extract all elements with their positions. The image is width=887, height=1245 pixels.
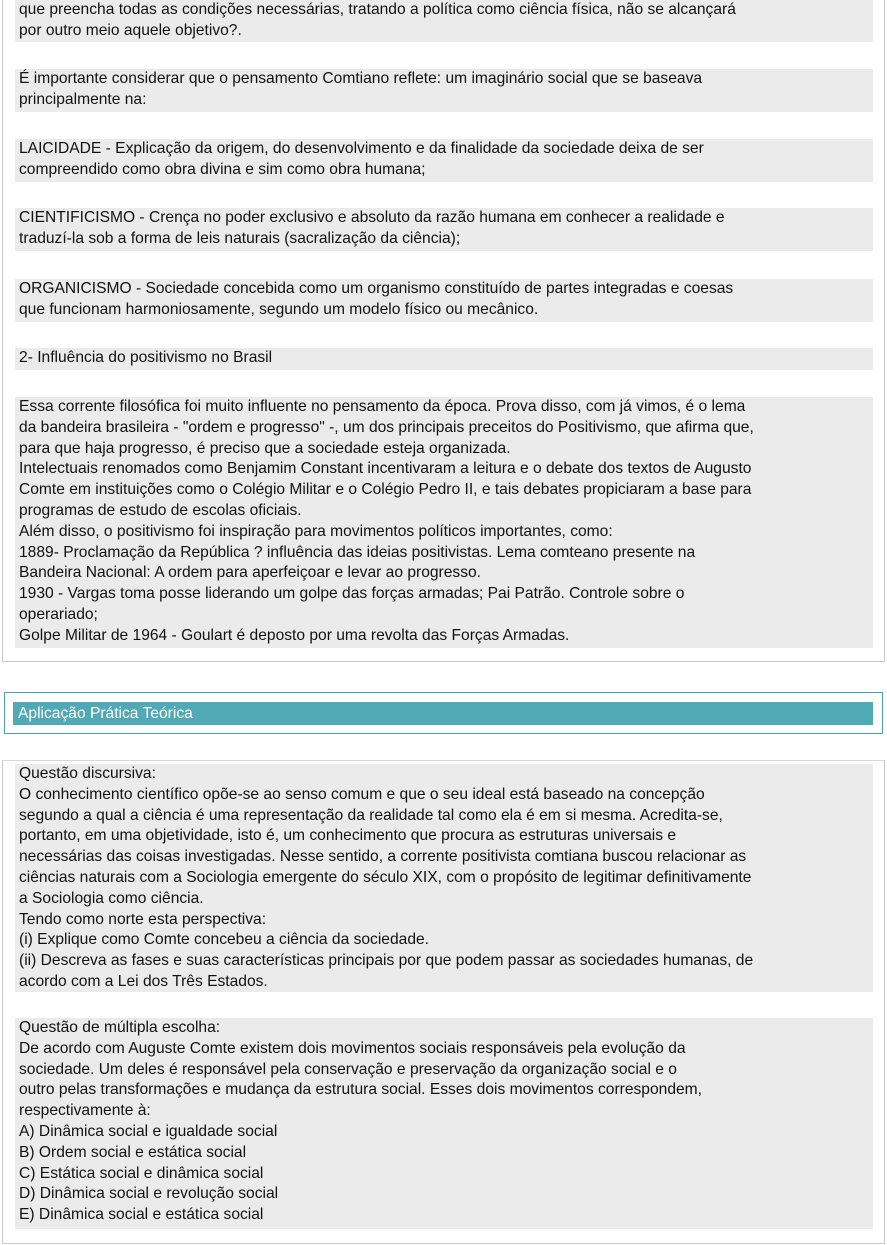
option-e: E) Dinâmica social e estática social <box>19 1206 264 1224</box>
text-line: Comte em instituições como o Colégio Militar e o Colégio Pedro II, e tais debates propiciaram a base para <box>19 481 752 499</box>
text-line: compreendido como obra divina e sim como obra humana; <box>19 160 426 178</box>
text-line: Bandeira Nacional: A ordem para aperfeiçoar e levar ao progresso. <box>19 564 482 582</box>
option-a: A) Dinâmica social e igualdade social <box>19 1122 278 1140</box>
text-line: outro pelas transformações e mudança da estrutura social. Esses dois movimentos correspondem, <box>19 1081 702 1099</box>
content-panel-bottom <box>2 760 885 1244</box>
text-line: segundo a qual a ciência é uma representação da realidade tal como ela é em si mesma. Acredita-se, <box>19 806 723 824</box>
text-line: (i) Explique como Comte concebeu a ciência da sociedade. <box>19 931 429 949</box>
text-line: Além disso, o positivismo foi inspiração para movimentos políticos importantes, como: <box>19 522 613 540</box>
comtian-thought-paragraph <box>15 69 873 112</box>
option-b: B) Ordem social e estática social <box>19 1143 247 1161</box>
text-line: da bandeira brasileira - "ordem e progresso" -, um dos principais preceitos do Positivismo, que afirma que, <box>19 418 754 436</box>
text-line: 1930 - Vargas toma posse liderando um golpe das forças armadas; Pai Patrão. Controle sobre o <box>19 585 685 603</box>
cientificismo-paragraph <box>15 208 873 251</box>
text-line: ciências naturais com a Sociologia emergente do século XIX, com o propósito de legitimar definitivamente <box>19 868 752 886</box>
text-line: a Sociologia como ciência. <box>19 889 204 907</box>
text-line: É importante considerar que o pensamento Comtiano reflete: um imaginário social que se baseava <box>19 70 703 87</box>
text-line: programas de estudo de escolas oficiais. <box>19 501 302 519</box>
option-c: C) Estática social e dinâmica social <box>19 1164 264 1182</box>
text-line: respectivamente à: <box>19 1102 151 1120</box>
text-line: CIENTIFICISMO - Crença no poder exclusivo e absoluto da razão humana em conhecer a realidade e <box>19 209 725 226</box>
text-line: 1889- Proclamação da República ? influência das ideias positivistas. Lema comteano presente na <box>19 543 696 561</box>
text-line: portanto, em uma objetividade, isto é, um conhecimento que procura as estruturas universais e <box>19 827 677 845</box>
text-line: acordo com a Lei dos Três Estados. <box>19 972 268 990</box>
section-header-title: Aplicação Prática Teórica <box>13 702 873 725</box>
text-line: O conhecimento científico opõe-se ao senso comum e que o seu ideal está baseado na concepção <box>19 785 705 803</box>
text-line: LAICIDADE - Explicação da origem, do desenvolvimento e da finalidade da sociedade deixa de ser <box>19 140 704 157</box>
text-line: necessárias das coisas investigadas. Nesse sentido, a corrente positivista comtiana buscou relacionar as <box>19 848 747 866</box>
multiple-choice-question <box>15 1018 873 1229</box>
text-line: Essa corrente filosófica foi muito influente no pensamento da época. Prova disso, com já vimos, é o lema <box>19 398 746 415</box>
text-line: operariado; <box>19 605 98 623</box>
text-line: por outro meio aquele objetivo?. <box>19 21 242 39</box>
text-line: que funcionam harmoniosamente, segundo um modelo físico ou mecânico. <box>19 300 539 318</box>
text-line: que preencha todas as condições necessárias, tratando a política como ciência física, não se alcançará <box>19 1 736 18</box>
text-line: Intelectuais renomados como Benjamim Constant incentivaram a leitura e o debate dos textos de Augusto <box>19 460 752 478</box>
positivism-influence-paragraph <box>15 397 873 648</box>
text-line: Tendo como norte esta perspectiva: <box>19 910 267 928</box>
text-line: Golpe Militar de 1964 - Goulart é deposto por uma revolta das Forças Armadas. <box>19 626 570 644</box>
section-heading-text: 2- Influência do positivismo no Brasil <box>19 349 273 366</box>
text-line: (ii) Descreva as fases e suas características principais por que podem passar as sociedades humanas, de <box>19 952 754 970</box>
laicidade-paragraph <box>15 139 873 182</box>
text-line: ORGANICISMO - Sociedade concebida como um organismo constituído de partes integradas e coesas <box>19 280 734 297</box>
content-panel-top <box>2 0 885 662</box>
option-d: D) Dinâmica social e revolução social <box>19 1185 279 1203</box>
question-label: Questão discursiva: <box>19 765 156 782</box>
text-line: De acordo com Auguste Comte existem dois movimentos sociais responsáveis pela evolução da <box>19 1039 686 1057</box>
section-heading <box>15 348 873 370</box>
text-line: traduzí-la sob a forma de leis naturais (sacralização da ciência); <box>19 229 461 247</box>
discursive-question <box>15 764 873 992</box>
organicismo-paragraph <box>15 279 873 322</box>
text-line: principalmente na: <box>19 90 147 108</box>
question-label: Questão de múltipla escolha: <box>19 1019 221 1036</box>
text-line: para que haja progresso, é preciso que a sociedade esteja organizada. <box>19 439 511 457</box>
text-line: sociedade. Um deles é responsável pela conservação e preservação da organização social e o <box>19 1060 677 1078</box>
section-header-box <box>4 692 883 734</box>
intro-paragraph <box>15 0 873 42</box>
